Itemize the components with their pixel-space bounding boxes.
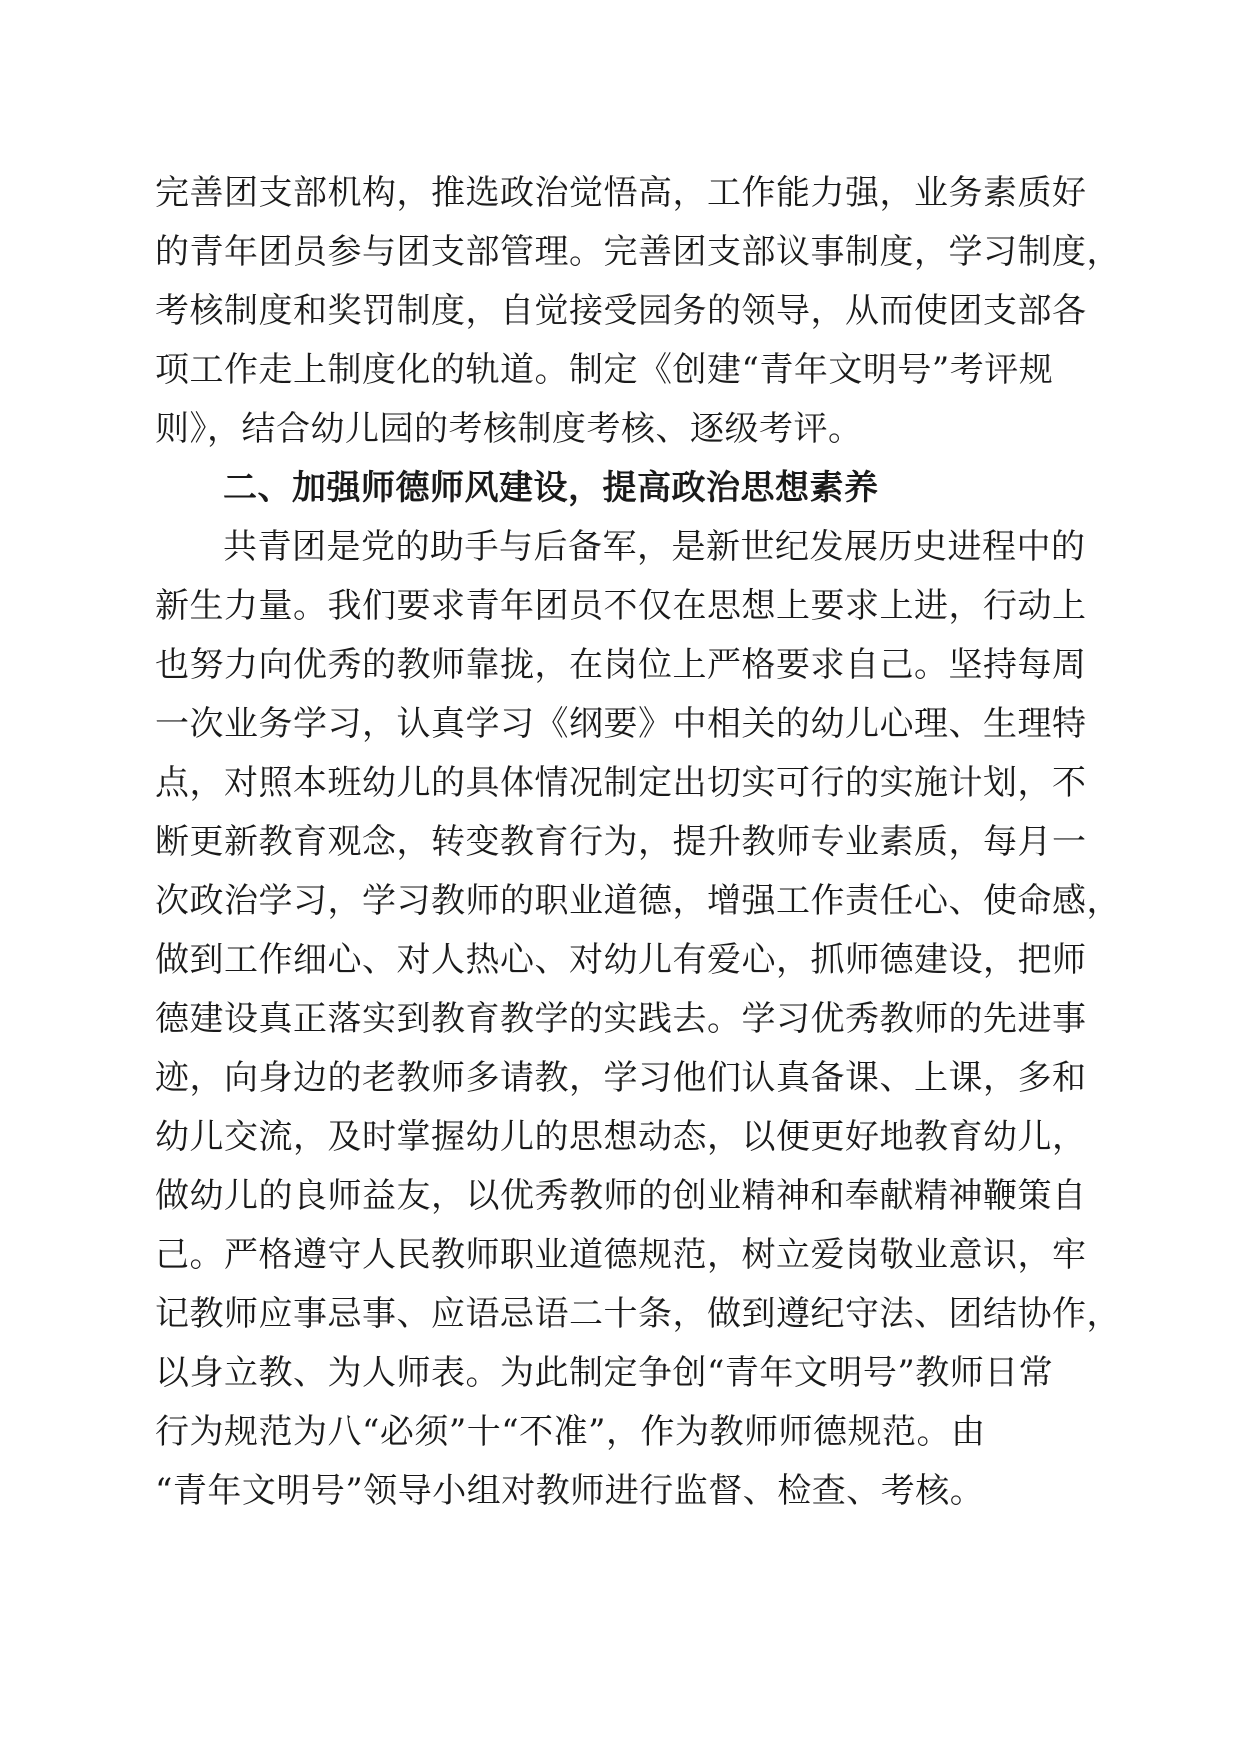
paragraph2-line: 一次业务学习，认真学习《纲要》中相关的幼儿心理、生理特 [155, 704, 1087, 744]
paragraph2-line: 德建设真正落实到教育教学的实践去。学习优秀教师的先进事 [155, 999, 1087, 1039]
paragraph1-line: 考核制度和奖罚制度，自觉接受园务的领导，从而使团支部各 [155, 291, 1087, 331]
paragraph2-line: 记教师应事忌事、应语忌语二十条，做到遵纪守法、团结协作， [155, 1294, 1121, 1334]
paragraph2-line: 断更新教育观念，转变教育行为，提升教师专业素质，每月一 [155, 822, 1087, 862]
section-heading: 二、加强师德师风建设，提高政治思想素养 [223, 468, 879, 508]
paragraph2-line: 行为规范为八“必须”十“不准”，作为教师师德规范。由 [155, 1412, 986, 1452]
paragraph2-line: 也努力向优秀的教师靠拢，在岗位上严格要求自己。坚持每周 [155, 645, 1087, 685]
paragraph1-line: 则》，结合幼儿园的考核制度考核、逐级考评。 [155, 409, 863, 449]
paragraph1-line: 完善团支部机构，推选政治觉悟高，工作能力强，业务素质好 [155, 173, 1087, 213]
paragraph1-line: 项工作走上制度化的轨道。制定《创建“青年文明号”考评规 [155, 350, 1054, 390]
document-body [155, 164, 1121, 1521]
paragraph2-line: 幼儿交流，及时掌握幼儿的思想动态，以便更好地教育幼儿， [155, 1117, 1087, 1157]
paragraph2-line: 己。严格遵守人民教师职业道德规范，树立爱岗敬业意识，牢 [155, 1235, 1087, 1275]
paragraph2-line: 新生力量。我们要求青年团员不仅在思想上要求上进，行动上 [155, 586, 1087, 626]
paragraph2-line: 共青团是党的助手与后备军，是新世纪发展历史进程中的 [223, 527, 1086, 567]
paragraph2-line: 做幼儿的良师益友，以优秀教师的创业精神和奉献精神鞭策自 [155, 1176, 1087, 1216]
paragraph1-line: 的青年团员参与团支部管理。完善团支部议事制度，学习制度， [155, 232, 1121, 272]
paragraph2-line: 次政治学习，学习教师的职业道德，增强工作责任心、使命感， [155, 881, 1121, 921]
paragraph2-line: 以身立教、为人师表。为此制定争创“青年文明号”教师日常 [155, 1353, 1054, 1393]
paragraph2-line: 迹，向身边的老教师多请教，学习他们认真备课、上课，多和 [155, 1058, 1087, 1098]
paragraph2-line: 做到工作细心、对人热心、对幼儿有爱心，抓师德建设，把师 [155, 940, 1087, 980]
paragraph2-line: 点，对照本班幼儿的具体情况制定出切实可行的实施计划，不 [155, 763, 1087, 803]
paragraph2-line: “青年文明号”领导小组对教师进行监督、检查、考核。 [155, 1471, 985, 1511]
